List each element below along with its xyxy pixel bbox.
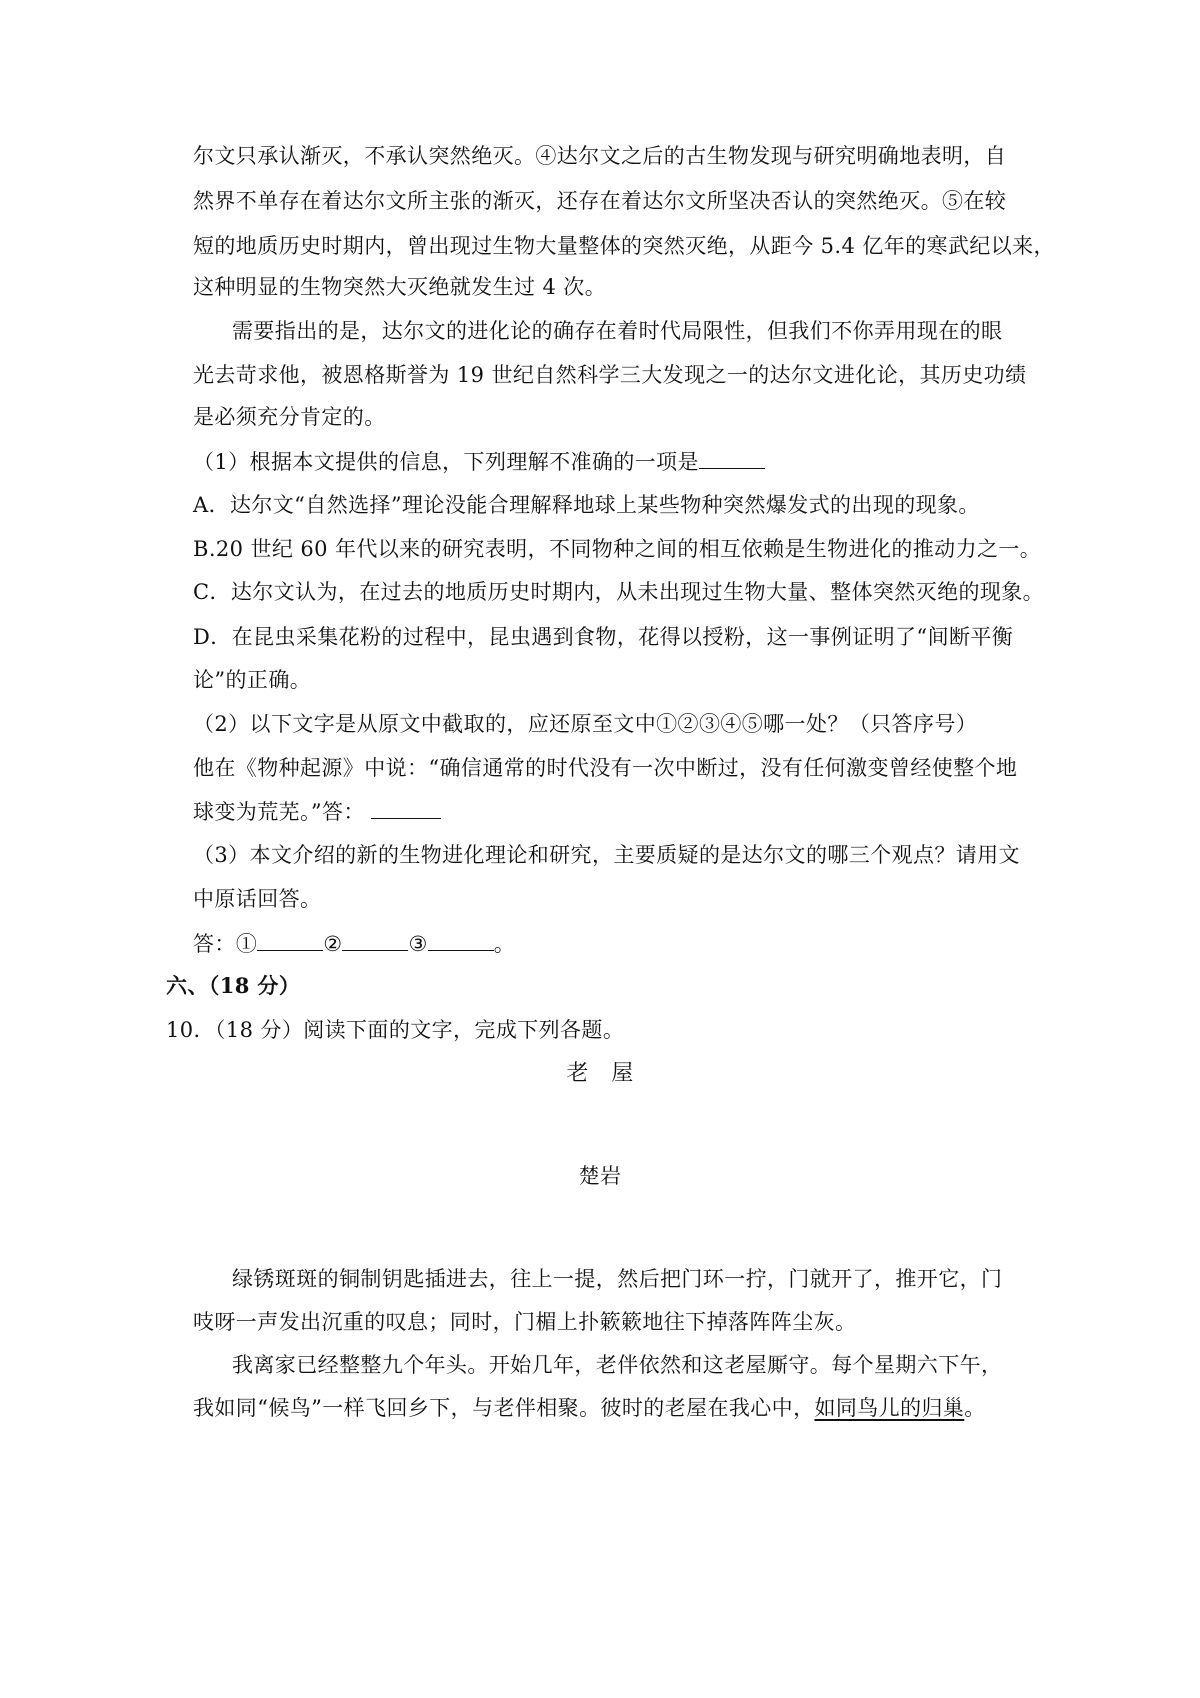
question3-stem-line1: （3）本文介绍的新的生物进化理论和研究，主要质疑的是达尔文的哪三个观点？请用文 [193,843,1020,867]
question3-answer-blank-2[interactable] [342,928,408,951]
question2-quote-line1: 他在《物种起源》中说：“确信通常的时代没有一次中断过，没有任何激变曾经使整个地 [193,756,1018,780]
essay-author: 楚岩 [578,1164,622,1188]
continuation-line-3: 短的地质历史时期内，曾出现过生物大量整体的突然灭绝，从距今 5.4 亿年的寒武纪以来， [193,234,1055,258]
essay-underlined-phrase: 如同鸟儿的归巢 [814,1396,965,1420]
question2-quote-text: 球变为荒芜。”答： [193,800,365,824]
question1-stem-text: （1）根据本文提供的信息，下列理解不准确的一项是 [193,450,699,474]
question3-answer-blank-3[interactable] [428,928,494,951]
essay-title: 老 屋 [566,1061,634,1086]
section6-heading: 六、（18 分） [166,973,301,998]
question1-option-d-line2: 论”的正确。 [193,668,312,692]
question1-option-d-line1: D．在昆虫采集花粉的过程中，昆虫遇到食物，花得以授粉，这一事例证明了“间断平衡 [193,625,1014,649]
question3-mark-3: ③ [408,932,428,956]
essay-p2-line2 [193,1393,986,1423]
continuation-line-4: 这种明显的生物突然大灭绝就发生过 4 次。 [193,275,607,299]
question1-answer-blank[interactable] [699,446,765,469]
conclusion-line-1: 需要指出的是，达尔文的进化论的确存在着时代局限性，但我们不你弄用现在的眼 [232,319,1003,343]
conclusion-line-3: 是必须充分肯定的。 [193,405,386,429]
essay-p2-line2-text: 我如同“候鸟”一样飞回乡下，与老伴相聚。彼时的老屋在我心中， [193,1396,815,1420]
essay-p1-line1: 绿锈斑斑的铜制钥匙插进去，往上一提，然后把门环一拧，门就开了，推开它，门 [232,1267,1003,1291]
question2-stem: （2）以下文字是从原文中截取的，应还原至文中①②③④⑤哪一处？（只答序号） [193,712,978,736]
question10-intro: 10．（18 分）阅读下面的文字，完成下列各题。 [166,1018,625,1042]
question3-mark-2: ② [323,932,343,956]
question3-mark-1: ① [235,932,258,956]
question2-quote-line2 [193,796,441,827]
question1-stem [193,446,765,477]
question3-stem-line2: 中原话回答。 [193,887,322,911]
conclusion-line-2: 光去苛求他，被恩格斯誉为 19 世纪自然科学三大发现之一的达尔文进化论，其历史功绩 [193,363,1027,387]
question3-answer-line [193,928,515,959]
question1-option-a: A．达尔文“自然选择”理论没能合理解释地球上某些物种突然爆发式的出现的现象。 [193,493,980,517]
question1-option-b: B.20 世纪 60 年代以来的研究表明，不同物种之间的相互依赖是生物进化的推动力之一。 [193,537,1042,561]
question3-answer-blank-1[interactable] [257,928,323,951]
continuation-line-2: 然界不单存在着达尔文所主张的渐灭，还存在着达尔文所坚决否认的突然绝灭。⑤在较 [193,189,1007,213]
essay-p1-line2: 吱呀一声发出沉重的叹息；同时，门楣上扑簌簌地往下掉落阵阵尘灰。 [193,1310,857,1334]
question3-end: 。 [493,932,516,956]
continuation-line-1: 尔文只承认渐灭，不承认突然绝灭。④达尔文之后的古生物发现与研究明确地表明，自 [193,144,1007,168]
question1-option-c: C．达尔文认为，在过去的地质历史时期内，从未出现过生物大量、整体突然灭绝的现象。 [193,580,1045,604]
essay-p2-line1: 我离家已经整整九个年头。开始几年，老伴依然和这老屋厮守。每个星期六下午， [232,1353,1003,1377]
question3-answer-prefix: 答： [193,932,236,956]
essay-p2-line2-end: 。 [964,1396,986,1420]
question2-answer-blank[interactable] [371,796,441,819]
